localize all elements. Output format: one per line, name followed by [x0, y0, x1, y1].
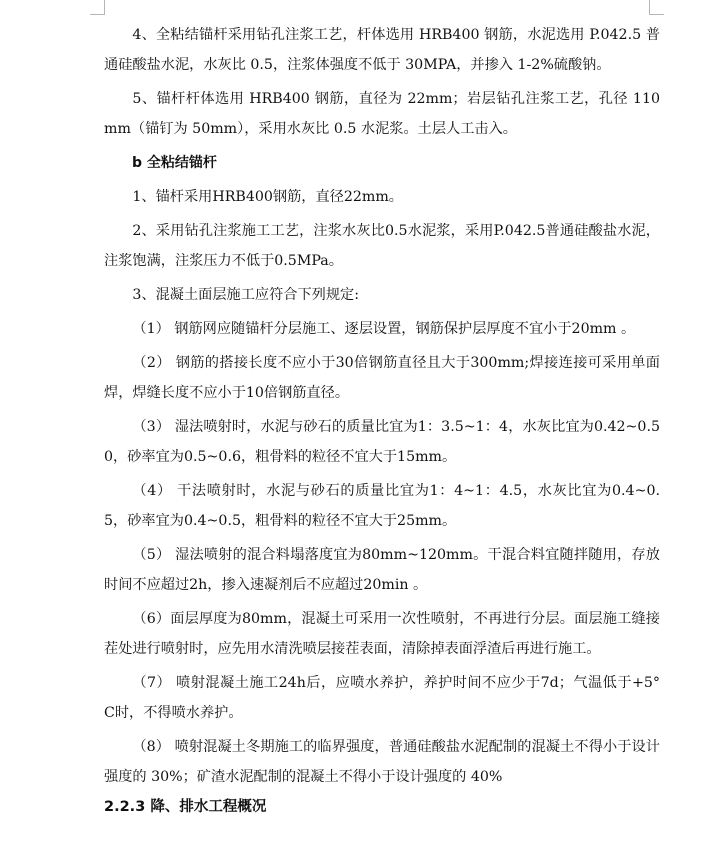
list-item: （5） 湿法喷射的混合料塌落度宜为80mm~120mm。干混合料宜随拌随用，存放时间不应超过2h，掺入速凝剂后不应超过20min 。 — [104, 547, 660, 593]
list-item: （4） 干法喷射时，水泥与砂石的质量比宜为1：4~1：4.5，水灰比宜为0.4~0.5，砂率宜为0.4~0.5，粗骨料的粒径不宜大于25mm。 — [104, 483, 660, 529]
subsection-heading: b 全粘结锚杆 — [132, 155, 217, 171]
paragraph: 2、采用钻孔注浆施工工艺，注浆水灰比0.5水泥浆，采用P.042.5普通硅酸盐水泥，注浆饱满，注浆压力不低于0.5MPa。 — [104, 223, 660, 269]
list-item: （6）面层厚度为80mm，混凝土可采用一次性喷射，不再进行分层。面层施工缝接茬处进行喷射时，应先用水清洗喷层接茬表面，清除掉表面浮渣后再进行施工。 — [104, 611, 660, 657]
page-corner-mark-left — [90, 0, 105, 15]
list-item: （8） 喷射混凝土冬期施工的临界强度，普通硅酸盐水泥配制的混凝土不得小于设计强度的 30%；矿渣水泥配制的混凝土不得小于设计强度的 40% — [104, 739, 660, 785]
paragraph: 4、全粘结锚杆采用钻孔注浆工艺，杆体选用 HRB400 钢筋，水泥选用 P.042.5 普通硅酸盐水泥，水灰比 0.5，注浆体强度不低于 30MPA，并掺入 1-2%硫酸钠。 — [104, 27, 660, 73]
list-item: （2） 钢筋的搭接长度不应小于30倍钢筋直径且大于300mm;焊接连接可采用单面焊，焊缝长度不应小于10倍钢筋直径。 — [104, 355, 660, 401]
list-item: （7） 喷射混凝土施工24h后，应喷水养护，养护时间不应少于7d；气温低于+5° C时，不得喷水养护。 — [104, 675, 665, 721]
list-item: （1） 钢筋网应随锚杆分层施工、逐层设置，钢筋保护层厚度不宜小于20mm 。 — [132, 321, 636, 337]
paragraph: 3、混凝土面层施工应符合下列规定: — [132, 287, 360, 303]
section-heading: 2.2.3 降、排水工程概况 — [104, 799, 267, 815]
paragraph: 5、锚杆杆体选用 HRB400 钢筋，直径为 22mm；岩层钻孔注浆工艺，孔径 110mm（锚钉为 50mm），采用水灰比 0.5 水泥浆。土层人工击入。 — [104, 91, 660, 137]
document-body — [104, 20, 665, 822]
page-corner-mark-right — [649, 0, 664, 15]
list-item: （3） 湿法喷射时，水泥与砂石的质量比宜为1：3.5~1：4，水灰比宜为0.42~0.50，砂率宜为0.5~0.6，粗骨料的粒径不宜大于15mm。 — [104, 419, 660, 465]
paragraph: 1、锚杆采用HRB400钢筋，直径22mm。 — [132, 189, 403, 205]
